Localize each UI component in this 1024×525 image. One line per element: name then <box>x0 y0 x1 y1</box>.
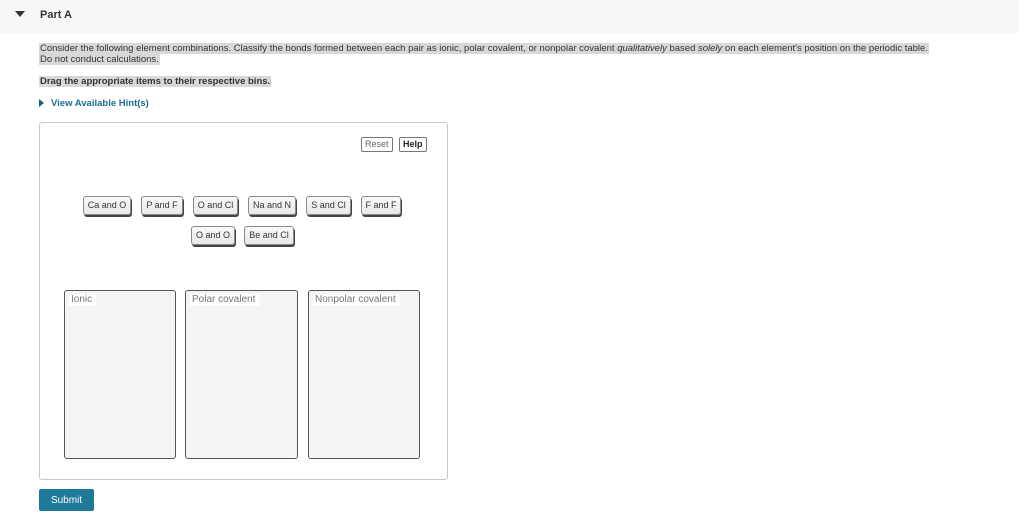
drag-item-s-and-cl[interactable]: S and Cl <box>306 196 351 215</box>
bin-label: Ionic <box>69 294 96 306</box>
submit-button[interactable]: Submit <box>39 489 94 511</box>
drag-item-ca-and-o[interactable]: Ca and O <box>83 196 131 215</box>
drag-item-na-and-n[interactable]: Na and N <box>248 196 296 215</box>
drag-item-p-and-f[interactable]: P and F <box>141 196 183 215</box>
drag-item-o-and-o[interactable]: O and O <box>191 226 235 245</box>
help-button[interactable]: Help <box>399 137 427 152</box>
bin-label: Nonpolar covalent <box>313 294 400 306</box>
drag-item-be-and-cl[interactable]: Be and Cl <box>244 226 294 245</box>
bin-nonpolar-covalent[interactable] <box>308 290 420 459</box>
bin-polar-covalent[interactable] <box>185 290 298 459</box>
drag-item-o-and-cl[interactable]: O and Cl <box>193 196 238 215</box>
part-header[interactable] <box>0 0 1019 33</box>
collapse-caret-icon[interactable] <box>15 11 25 17</box>
reset-button[interactable]: Reset <box>361 137 393 152</box>
question-text: Consider the following element combinations. Classify the bonds formed between each pair as ionic, polar covalent, or nonpolar covalent qualitatively based solely on each element's position on the periodic table. Do not conduct calculations. <box>40 43 928 65</box>
bin-label: Polar covalent <box>190 294 259 306</box>
part-title: Part A <box>40 9 72 21</box>
drag-item-f-and-f[interactable]: F and F <box>361 196 401 215</box>
instruction-text: Drag the appropriate items to their respective bins. <box>40 76 271 87</box>
hint-expand-icon[interactable] <box>39 99 44 107</box>
bin-ionic[interactable] <box>64 290 176 459</box>
view-hints-link[interactable]: View Available Hint(s) <box>51 98 149 109</box>
